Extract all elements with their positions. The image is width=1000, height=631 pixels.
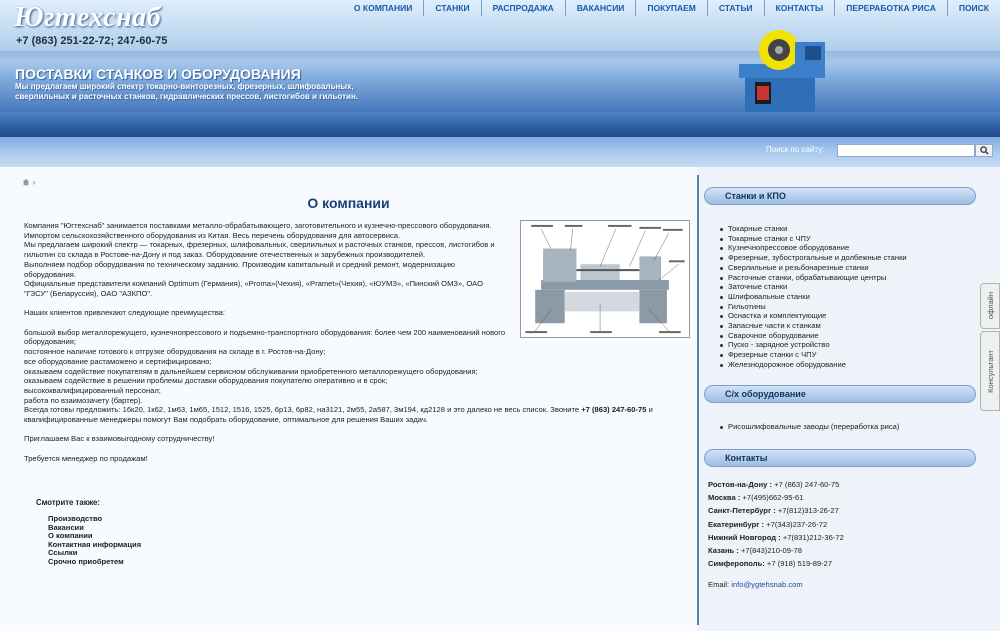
contact-phone: +7(843)210-09-78 — [738, 546, 802, 556]
invite-text: Приглашаем Вас к взаимовыгодному сотрудничеству! — [24, 434, 215, 444]
consultant-tab[interactable] — [980, 331, 1000, 411]
sidebar-link[interactable]: Рисошлифовальные заводы (переработка риса) — [720, 422, 899, 432]
sidebar-link[interactable]: Гильотины — [720, 302, 907, 312]
see-also-link[interactable]: Контактная информация — [48, 539, 142, 549]
contact-phone: +7 (918) 519-89-27 — [764, 559, 833, 569]
sidebar-link[interactable]: Запасные части к станкам — [720, 321, 907, 331]
site-logo[interactable]: Югтехснаб — [14, 2, 162, 33]
home-icon[interactable] — [22, 178, 30, 186]
contact-phone: +7(831)212-36-72 — [780, 532, 844, 542]
contact-row — [708, 557, 844, 570]
see-also-title: Смотрите также: — [36, 498, 100, 507]
contact-phone: +7(495)662-95-61 — [740, 493, 804, 503]
sidebar-link[interactable]: Токарные станки — [720, 224, 907, 234]
nav-item[interactable]: КОНТАКТЫ — [764, 0, 835, 16]
contact-city: Нижний Новгород : — [708, 532, 781, 542]
section-title: С/х оборудование — [725, 389, 806, 399]
contact-phone: +7 (863) 247-60-75 — [772, 480, 840, 489]
paragraph: гильотин со склада в Ростове-на-Дону и под заказ. Оборудование отечественных и зарубежных производителей. — [24, 250, 426, 260]
see-also-link[interactable]: Ссылки — [48, 548, 78, 558]
sidebar-link[interactable]: Сварочное оборудование — [720, 331, 907, 341]
contact-city: Ростов-на-Дону : — [708, 480, 773, 489]
search-input[interactable] — [837, 144, 975, 157]
contact-city: Симферополь: — [708, 559, 765, 569]
sidebar-link[interactable]: Железнодорожное оборудование — [720, 360, 907, 370]
search-button[interactable] — [975, 144, 993, 157]
paragraph: Компания "Югтехснаб" занимается поставками металло-обрабатывающего, заготовительного и кузнечно-прессового оборудования. — [24, 221, 492, 230]
section-title: Контакты — [725, 453, 768, 463]
contact-row — [708, 544, 844, 557]
email-label: Email: — [708, 580, 732, 589]
nav-item[interactable]: ВАКАНСИИ — [565, 0, 636, 16]
section-title: Станки и КПО — [725, 191, 786, 201]
lathe-diagram-image — [520, 220, 690, 338]
sidebar-link[interactable]: Пуско - зарядное устройство — [720, 340, 907, 350]
see-also-link[interactable]: Срочно приобретем — [48, 556, 124, 566]
header-phone: +7 (863) 251-22-72; 247-60-75 — [16, 35, 168, 47]
nav-item[interactable]: РАСПРОДАЖА — [481, 0, 565, 16]
paragraph: "ГЗСУ" (Беларуссия), ОАО "АЗКПО". — [24, 288, 153, 298]
offer-phone: +7 (863) 247-60-75 — [581, 405, 647, 415]
advantage-item: оборудования; — [24, 337, 76, 347]
nav-item[interactable]: ПОКУПАЕМ — [635, 0, 706, 16]
machines-section-header — [704, 187, 976, 205]
breadcrumb — [22, 177, 36, 187]
paragraph: Официальные представители компаний Optimum (Германия), «Proma»(Чехия), «Pramet»(Чехия), «ЮУМЗ», «Пинский ОМЗ», ОАО — [24, 279, 483, 289]
online-status-tab[interactable] — [980, 283, 1000, 329]
advantage-item: работа по взаимозачету (бартер). — [24, 395, 143, 405]
contact-city: Екатеринбург : — [708, 519, 765, 529]
nav-item[interactable]: ПОИСК — [947, 0, 1000, 16]
nav-item[interactable]: ПЕРЕРАБОТКА РИСА — [834, 0, 947, 16]
advantages-intro: Наших клиентов привлекают следующие преимущества: — [24, 308, 226, 318]
sidebar-link[interactable]: Фрезерные, зубострогальные и долбежные станки — [720, 253, 907, 263]
agro-section-header — [704, 385, 976, 403]
see-also-link[interactable]: Производство — [48, 514, 103, 523]
hiring-text: Требуется менеджер по продажам! — [24, 453, 148, 463]
contact-city: Санкт-Петербург : — [708, 506, 776, 516]
contact-row — [708, 518, 844, 531]
advantage-item: большой выбор металлорежущего, кузнечнопрессового и подъемно-транспортного оборудования: более чем 200 наименований нового — [24, 327, 506, 337]
paragraph: Импортом сельскохозяйственного оборудования из Китая. Весь перечень оборудования для автосервиса. — [24, 230, 401, 240]
online-status-label: офлайн — [985, 292, 995, 320]
sidebar-link[interactable]: Заточные станки — [720, 282, 907, 292]
advantage-item: оказываем содействие в решении проблемы доставки оборудования покупателю оперативно и в срок; — [24, 376, 388, 386]
contact-row — [708, 504, 844, 517]
ready-offer: Всегда готовы предложить: 16к20, 1к62, 1м63, 1м65, 1512, 1516, 1525, 6р13, 6р82, на3121, 2м55, 2а587, 3м194, кд2128 и это далеко не весь список. Звоните +7 (863) 247-60-75 и — [24, 405, 653, 415]
advantage-item: оказываем содействие покупателям в дальнейшем сервисном обслуживании приобретенного металлорежущего оборудования; — [24, 366, 478, 376]
contact-row — [708, 478, 844, 491]
contact-phone: +7(812)313-26-27 — [775, 506, 839, 516]
banner-title: ПОСТАВКИ СТАНКОВ И ОБОРУДОВАНИЯ — [15, 66, 301, 82]
contact-row — [708, 491, 844, 504]
contact-phone: +7(343)237-26-72 — [764, 519, 828, 529]
article-body — [24, 221, 653, 464]
paragraph: оборудования. — [24, 269, 76, 279]
paragraph: Мы предлагаем широкий спектр — токарных, фрезерных, шлифовальных, сверлильных и расточных станков, прессов, листогибов и — [24, 240, 495, 250]
consultant-label: Консультант — [985, 349, 995, 393]
sidebar-link[interactable]: Токарные станки с ЧПУ — [720, 234, 907, 244]
advantage-item: постоянное наличие готового к отгрузке оборудования на складе в г. Ростов-на-Дону; — [24, 347, 326, 357]
sidebar-link[interactable]: Фрезерные станки с ЧПУ — [720, 350, 907, 360]
see-also-list — [48, 515, 141, 567]
machines-list — [720, 224, 907, 370]
email-line — [708, 580, 803, 589]
breadcrumb-separator: › — [32, 177, 36, 187]
paragraph: Выполняем подбор оборудования по техническому заданию. Производим капитальный и средний ремонт, модернизацию — [24, 259, 455, 269]
email-link[interactable]: info@ygtehsnab.com — [731, 580, 803, 589]
contacts-list — [708, 478, 844, 570]
nav-item[interactable]: СТАНКИ — [423, 0, 480, 16]
ready-offer-line2: квалифицированные менеджеры помогут Вам подобрать оборудование, оптимальное для решения Ваших задач. — [24, 415, 428, 425]
search-label: Поиск по сайту: — [766, 145, 825, 154]
sidebar-link[interactable]: Кузнечнопрессовое оборудование — [720, 243, 907, 253]
see-also-link[interactable]: О компании — [48, 531, 93, 541]
contacts-section-header — [704, 449, 976, 467]
search-icon — [980, 146, 989, 155]
page-title: О компании — [307, 195, 390, 211]
agro-list — [720, 422, 899, 432]
contact-city: Москва : — [708, 493, 741, 503]
advantage-item: все оборудование растаможено и сертифицировано; — [24, 356, 212, 366]
top-nav — [343, 0, 1000, 16]
nav-item[interactable]: О КОМПАНИИ — [353, 3, 413, 13]
see-also-link[interactable]: Вакансии — [48, 522, 84, 532]
sidebar-link[interactable]: Расточные станки, обрабатывающие центры — [720, 273, 907, 283]
column-divider — [697, 175, 699, 625]
contact-row — [708, 531, 844, 544]
contact-city: Казань : — [708, 546, 739, 556]
sidebar-link[interactable]: Оснастка и комплектующие — [720, 311, 907, 321]
nav-item[interactable]: СТАТЬИ — [707, 0, 764, 16]
header-stripe — [0, 112, 1000, 137]
sidebar-link[interactable]: Шлифовальные станки — [720, 292, 907, 302]
advantage-item: высококвалифицированный персонал; — [24, 385, 161, 395]
sidebar-link[interactable]: Сверлильные и резьбонарезные станки — [720, 263, 907, 273]
banner-text: Мы предлагаем широкий спектр токарно-винторезных, фрезерных, шлифовальных, сверлильных и расточных станков, гидравлических прессов, листогибов и гильотин. — [15, 82, 358, 101]
